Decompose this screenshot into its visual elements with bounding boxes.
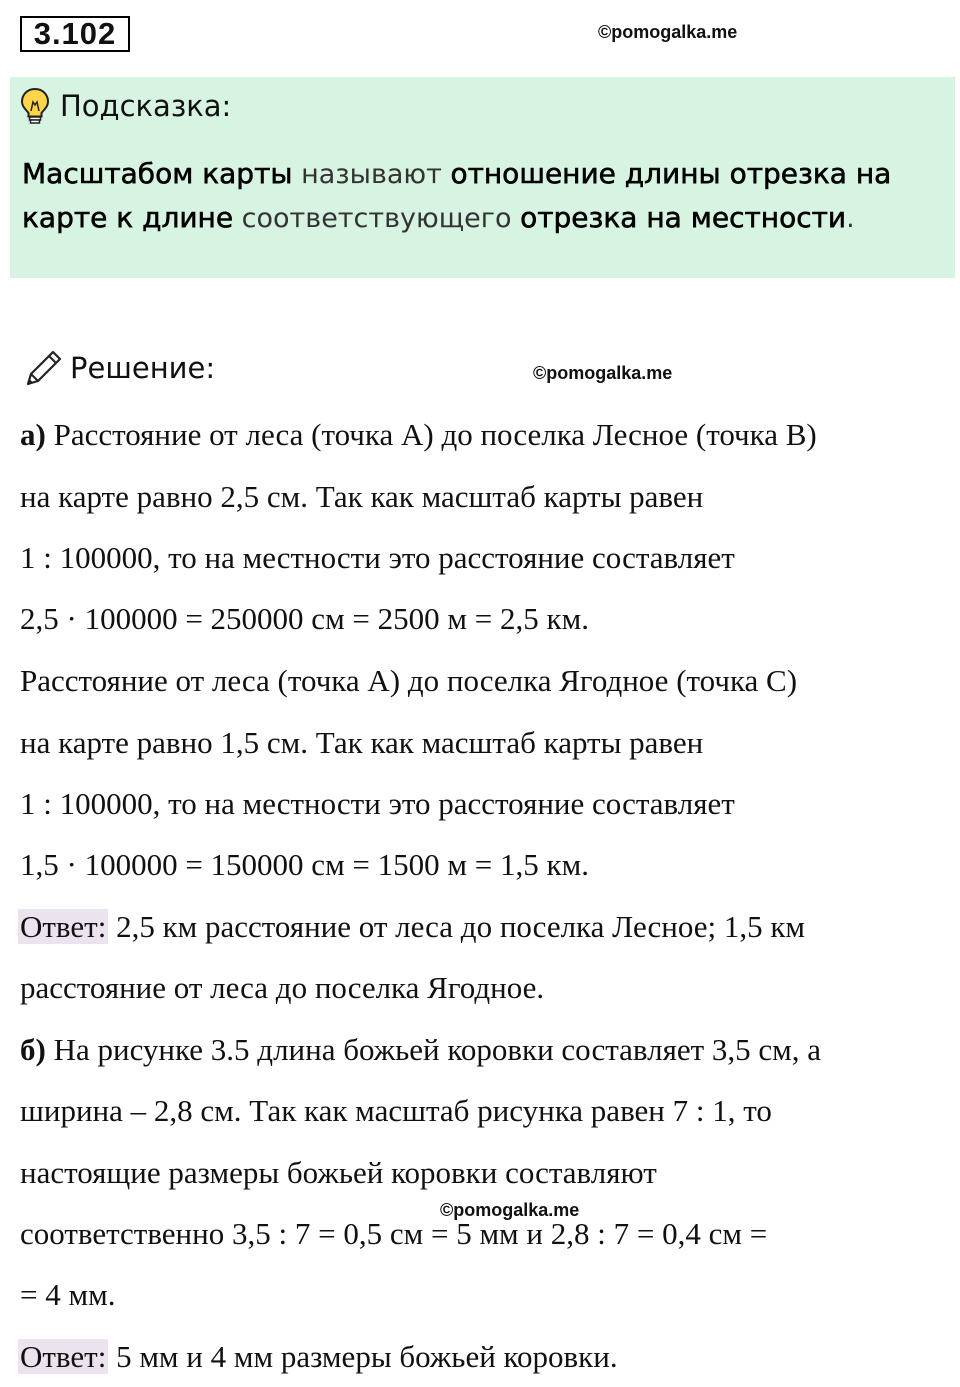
solution-line: соответственно 3,5 : 7 = 0,5 см = 5 мм и 2,8 : 7 = 0,4 см = [20,1216,768,1251]
answer-label: Ответ: [20,1339,107,1374]
watermark: ©pomogalka.me [440,1200,580,1220]
solution-line: = 4 мм. [20,1277,116,1312]
answer-line: Ответ: 2,5 км расстояние от леса до поселка Лесное; 1,5 км [20,909,806,944]
answer-line: Ответ: 5 мм и 4 мм размеры божьей коровки. [20,1339,618,1374]
hint-header [20,86,231,126]
answer-label: Ответ: [20,909,107,944]
watermark: ©pomogalka.me [533,363,673,383]
hint-text: Масштабом карты называют отношение длины отрезка на карте к длине соответствующего отрезка на местности. [22,157,892,234]
solution-line: 1,5 · 100000 = 150000 см = 1500 м = 1,5 км. [20,847,589,882]
solution-header [24,346,215,390]
solution-line: на карте равно 1,5 см. Так как масштаб карты равен [20,725,704,760]
hint-title: Подсказка: [60,89,232,123]
solution-line: настоящие размеры божьей коровки составляют [20,1155,657,1190]
lightbulb-icon [20,87,50,125]
solution-line: б) На рисунке 3.5 длина божьей коровки составляет 3,5 см, а [20,1032,822,1067]
solution-line: 2,5 · 100000 = 250000 см = 2500 м = 2,5 км. [20,601,589,636]
task-number: 3.102 [20,16,130,52]
solution-line: 1 : 100000, то на местности это расстояние составляет [20,540,735,575]
solution-line: а) Расстояние от леса (точка A) до поселка Лесное (точка B) [20,417,817,452]
answer-line: расстояние от леса до поселка Ягодное. [20,970,545,1005]
solution-line: ширина – 2,8 см. Так как масштаб рисунка равен 7 : 1, то [20,1093,772,1128]
solution-line: 1 : 100000, то на местности это расстояние составляет [20,786,735,821]
solution-line: Расстояние от леса (точка A) до поселка Ягодное (точка C) [20,663,798,698]
pencil-icon [24,348,64,388]
solution-line: на карте равно 2,5 см. Так как масштаб карты равен [20,479,704,514]
watermark: ©pomogalka.me [598,22,738,42]
solution-title: Решение: [70,351,216,385]
